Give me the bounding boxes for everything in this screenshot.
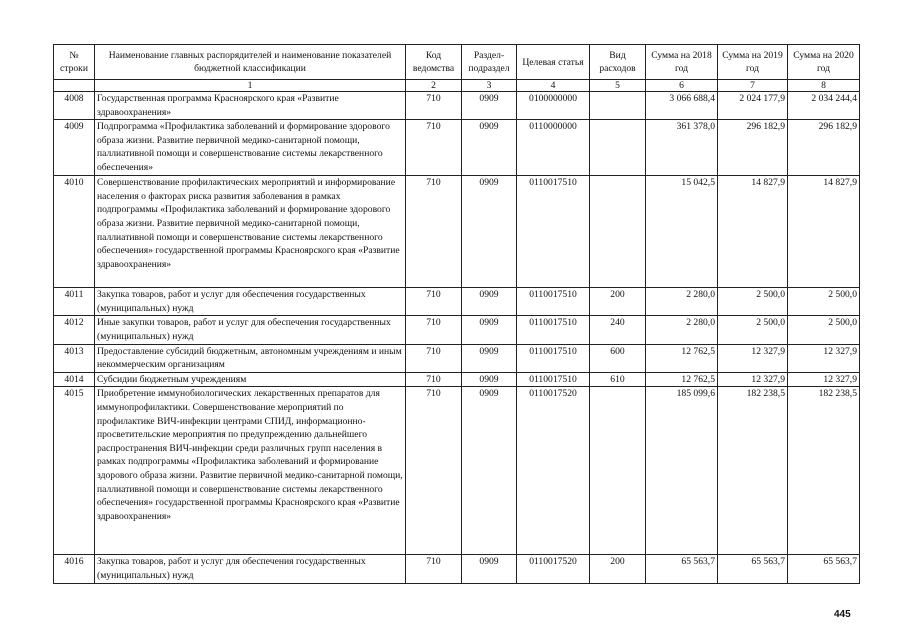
row-name: Субсидии бюджетным учреждениям — [95, 372, 406, 387]
row-sum-2018: 185 099,6 — [646, 387, 718, 555]
row-number: 4011 — [54, 288, 95, 316]
row-expense-type — [590, 176, 646, 288]
row-target-article: 0110017510 — [517, 288, 590, 316]
row-expense-type: 200 — [590, 555, 646, 583]
row-section: 0909 — [462, 120, 517, 176]
page-number: 445 — [834, 609, 851, 620]
column-number: 5 — [590, 80, 646, 92]
row-department-code: 710 — [406, 316, 462, 344]
row-sum-2020: 12 327,9 — [788, 344, 860, 372]
row-number: 4009 — [54, 120, 95, 176]
header-row — [54, 45, 860, 80]
row-sum-2019: 2 024 177,9 — [718, 92, 788, 120]
header-sum-2020: Сумма на 2020 год — [788, 45, 860, 80]
row-number: 4016 — [54, 555, 95, 583]
column-number: 3 — [462, 80, 517, 92]
column-number: 6 — [646, 80, 718, 92]
budget-table — [53, 44, 860, 584]
row-department-code: 710 — [406, 372, 462, 387]
row-sum-2019: 296 182,9 — [718, 120, 788, 176]
table-row — [54, 344, 860, 372]
row-expense-type — [590, 92, 646, 120]
row-name: Закупка товаров, работ и услуг для обеспечения государственных (муниципальных) нужд — [95, 555, 406, 583]
row-section: 0909 — [462, 344, 517, 372]
row-sum-2018: 361 378,0 — [646, 120, 718, 176]
header-section: Раздел-подраздел — [462, 45, 517, 80]
row-section: 0909 — [462, 555, 517, 583]
table-row — [54, 176, 860, 288]
row-sum-2018: 12 762,5 — [646, 372, 718, 387]
row-sum-2019: 12 327,9 — [718, 372, 788, 387]
row-section: 0909 — [462, 372, 517, 387]
row-sum-2020: 2 500,0 — [788, 316, 860, 344]
row-expense-type — [590, 120, 646, 176]
row-name: Предоставление субсидий бюджетным, автономным учреждениям и иным некоммерческим организациям — [95, 344, 406, 372]
row-expense-type: 600 — [590, 344, 646, 372]
row-target-article: 0100000000 — [517, 92, 590, 120]
row-name: Совершенствование профилактических мероприятий и информирование населения о факторах риска развития заболевания в рамках подпрограммы «Профилактика заболеваний и формирование здорового образа жизни. Развитие первичной медико-санитарной помощи, паллиативной помощи и совершенствование системы лекарственного обеспечения» государственной программы Красноярского края «Развитие здравоохранения» — [95, 176, 406, 288]
row-number: 4012 — [54, 316, 95, 344]
row-sum-2019: 2 500,0 — [718, 316, 788, 344]
row-target-article: 0110017510 — [517, 316, 590, 344]
row-sum-2019: 65 563,7 — [718, 555, 788, 583]
row-sum-2018: 3 066 688,4 — [646, 92, 718, 120]
row-sum-2020: 12 327,9 — [788, 372, 860, 387]
column-numbers-row — [54, 80, 860, 92]
row-expense-type: 610 — [590, 372, 646, 387]
row-section: 0909 — [462, 288, 517, 316]
row-name: Приобретение иммунобиологических лекарственных препаратов для иммунопрофилактики. Совершенствование мероприятий по профилактике ВИЧ-инфекции центрами СПИД, информационно-просветительские мероприятия по предупреждению дальнейшего распространения ВИЧ-инфекции среди различных групп населения в рамках подпрограммы «Профилактика заболеваний и формирование здорового образа жизни. Развитие первичной медико-санитарной помощи, паллиативной помощи и совершенствование системы лекарственного обеспечения» государственной программы Красноярского края «Развитие здравоохранения» — [95, 387, 406, 555]
row-sum-2020: 2 500,0 — [788, 288, 860, 316]
row-department-code: 710 — [406, 92, 462, 120]
table-row — [54, 372, 860, 387]
row-sum-2019: 12 327,9 — [718, 344, 788, 372]
row-name: Закупка товаров, работ и услуг для обеспечения государственных (муниципальных) нужд — [95, 288, 406, 316]
table-row — [54, 92, 860, 120]
header-sum-2019: Сумма на 2019 год — [718, 45, 788, 80]
row-sum-2020: 65 563,7 — [788, 555, 860, 583]
row-department-code: 710 — [406, 176, 462, 288]
row-target-article: 0110017510 — [517, 176, 590, 288]
row-sum-2020: 182 238,5 — [788, 387, 860, 555]
row-target-article: 0110017520 — [517, 555, 590, 583]
row-sum-2020: 2 034 244,4 — [788, 92, 860, 120]
row-number: 4014 — [54, 372, 95, 387]
row-department-code: 710 — [406, 288, 462, 316]
column-number: 4 — [517, 80, 590, 92]
table-row — [54, 120, 860, 176]
row-section: 0909 — [462, 387, 517, 555]
table-row — [54, 555, 860, 583]
header-expense-type: Вид расходов — [590, 45, 646, 80]
column-number: 2 — [406, 80, 462, 92]
row-target-article: 0110000000 — [517, 120, 590, 176]
header-sum-2018: Сумма на 2018 год — [646, 45, 718, 80]
row-sum-2018: 12 762,5 — [646, 344, 718, 372]
column-number: 7 — [718, 80, 788, 92]
header-name: Наименование главных распорядителей и наименование показателей бюджетной классификации — [95, 45, 406, 80]
row-number: 4010 — [54, 176, 95, 288]
row-department-code: 710 — [406, 555, 462, 583]
row-section: 0909 — [462, 176, 517, 288]
header-target-article: Целевая статья — [517, 45, 590, 80]
header-department-code: Код ведомства — [406, 45, 462, 80]
row-sum-2020: 14 827,9 — [788, 176, 860, 288]
row-sum-2020: 296 182,9 — [788, 120, 860, 176]
header-row-number: № строки — [54, 45, 95, 80]
column-number: 8 — [788, 80, 860, 92]
row-name: Иные закупки товаров, работ и услуг для обеспечения государственных (муниципальных) нужд — [95, 316, 406, 344]
table-row — [54, 387, 860, 555]
row-name: Государственная программа Красноярского края «Развитие здравоохранения» — [95, 92, 406, 120]
row-department-code: 710 — [406, 387, 462, 555]
row-sum-2018: 2 280,0 — [646, 288, 718, 316]
column-number: 1 — [95, 80, 406, 92]
row-sum-2018: 15 042,5 — [646, 176, 718, 288]
row-sum-2019: 14 827,9 — [718, 176, 788, 288]
row-sum-2019: 2 500,0 — [718, 288, 788, 316]
row-number: 4013 — [54, 344, 95, 372]
row-expense-type — [590, 387, 646, 555]
row-department-code: 710 — [406, 344, 462, 372]
row-sum-2019: 182 238,5 — [718, 387, 788, 555]
row-number: 4015 — [54, 387, 95, 555]
row-target-article: 0110017510 — [517, 344, 590, 372]
row-number: 4008 — [54, 92, 95, 120]
row-sum-2018: 65 563,7 — [646, 555, 718, 583]
table-row — [54, 316, 860, 344]
row-name: Подпрограмма «Профилактика заболеваний и формирование здорового образа жизни. Развитие первичной медико-санитарной помощи, паллиативной помощи и совершенствование системы лекарственного обеспечения» — [95, 120, 406, 176]
row-expense-type: 240 — [590, 316, 646, 344]
table-row — [54, 288, 860, 316]
row-target-article: 0110017510 — [517, 372, 590, 387]
row-sum-2018: 2 280,0 — [646, 316, 718, 344]
column-number — [54, 80, 95, 92]
row-expense-type: 200 — [590, 288, 646, 316]
row-section: 0909 — [462, 316, 517, 344]
row-section: 0909 — [462, 92, 517, 120]
row-target-article: 0110017520 — [517, 387, 590, 555]
row-department-code: 710 — [406, 120, 462, 176]
